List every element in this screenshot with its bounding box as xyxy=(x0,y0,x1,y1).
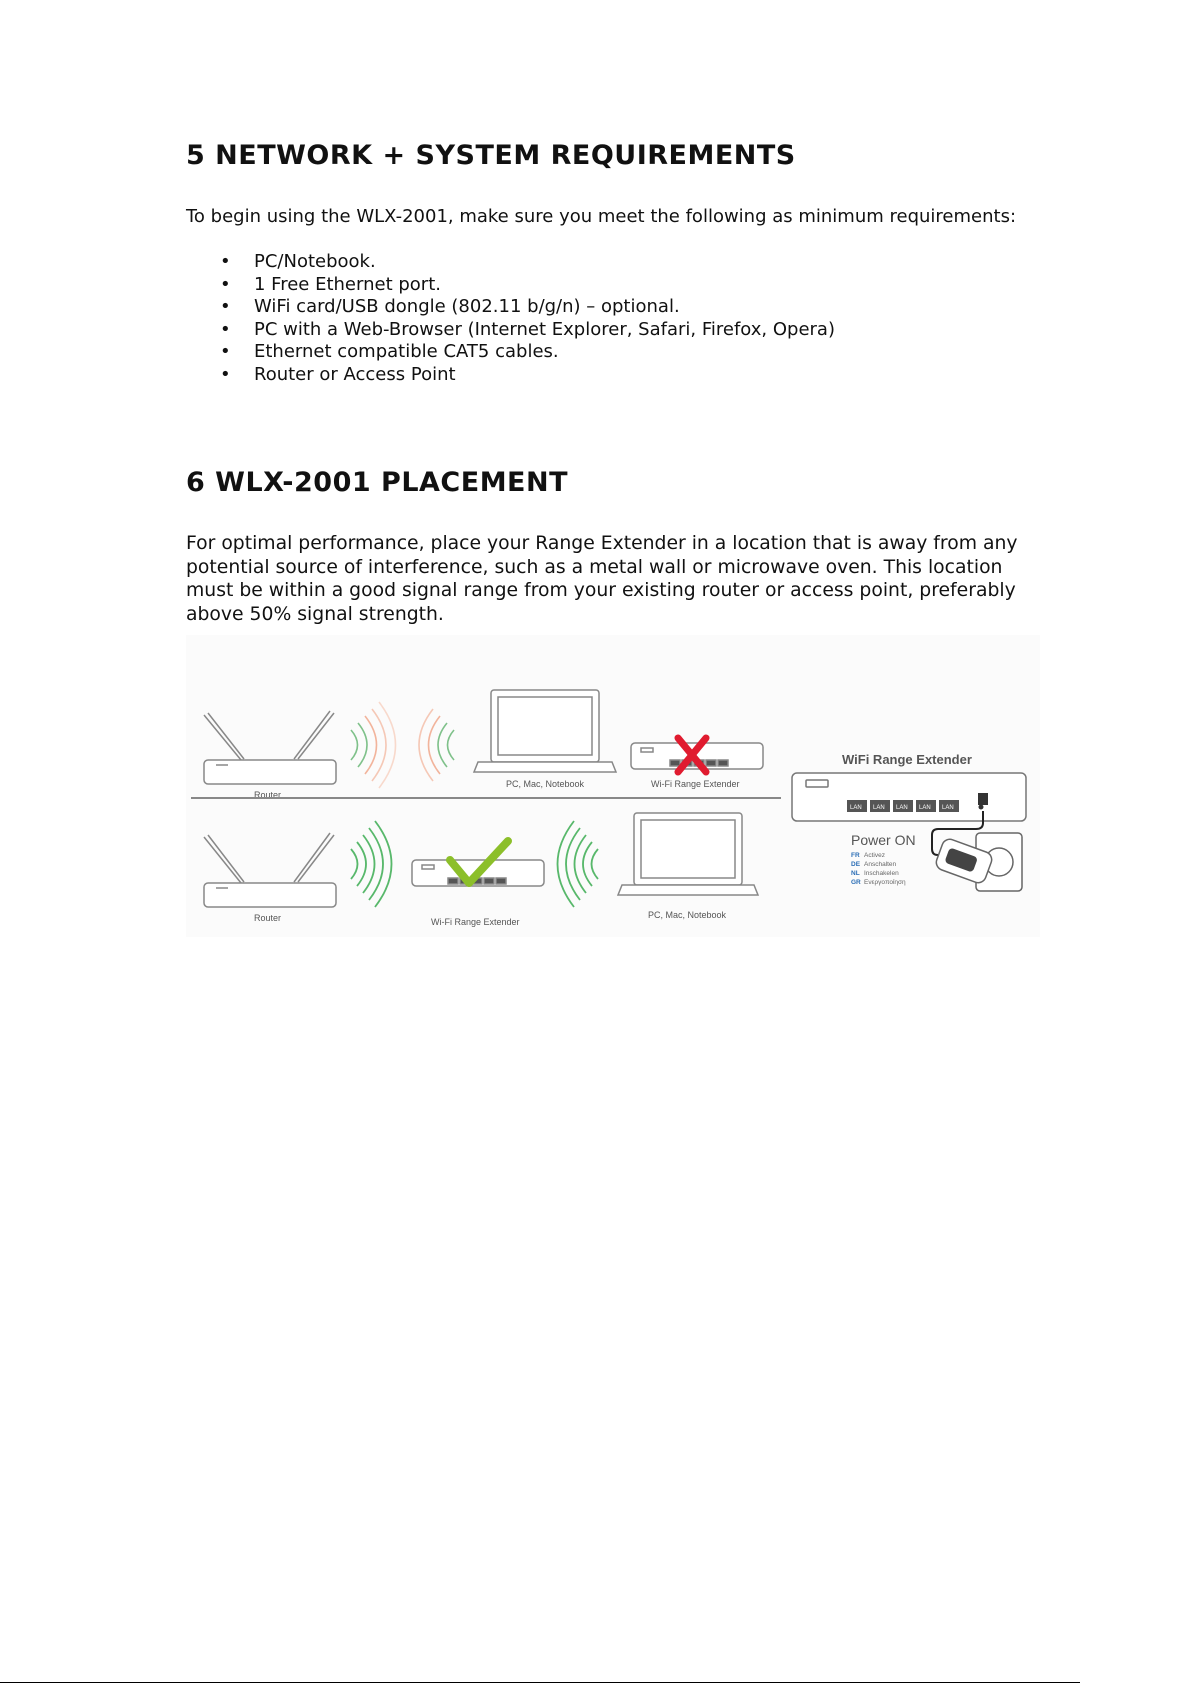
requirements-list xyxy=(186,251,835,387)
list-item xyxy=(186,319,835,342)
bullet: • xyxy=(220,296,231,318)
pc-label: PC, Mac, Notebook xyxy=(506,779,585,789)
lang-code: GR xyxy=(851,879,861,886)
list-item-text: 1 Free Ethernet port. xyxy=(254,273,441,295)
lan-port-label: LAN xyxy=(942,805,954,811)
lang-code: NL xyxy=(851,870,860,877)
bullet: • xyxy=(220,318,231,340)
list-item-text: PC with a Web-Browser (Internet Explorer, Safari, Firefox, Opera) xyxy=(254,318,835,340)
lang-text: Activez xyxy=(864,852,885,859)
list-item-text: Router or Access Point xyxy=(254,363,456,385)
extender-label-top: Wi-Fi Range Extender xyxy=(651,779,740,789)
laptop-icon xyxy=(618,813,758,895)
pc-label: PC, Mac, Notebook xyxy=(648,910,727,920)
section-6-heading: 6 WLX-2001 PLACEMENT xyxy=(186,467,569,498)
lang-code: DE xyxy=(851,861,861,868)
list-item-text: WiFi card/USB dongle (802.11 b/g/n) – optional. xyxy=(254,296,680,318)
list-item xyxy=(186,274,835,297)
list-item xyxy=(186,251,835,274)
placement-paragraph: For optimal performance, place your Range Extender in a location that is away from any potential source of interference, such as a metal wall or microwave oven. This location must be within a good signal range from your existing router or access point, preferably above 50% signal strength. xyxy=(186,533,1018,625)
list-item xyxy=(186,364,835,387)
footer-rule xyxy=(0,1682,1080,1683)
lang-text: Inschakelen xyxy=(864,870,899,877)
router-label: Router xyxy=(254,790,282,800)
list-item-text: PC/Notebook. xyxy=(254,251,376,272)
lang-text: Ενεργοποίηση xyxy=(864,879,906,886)
lan-port-label: LAN xyxy=(873,805,885,811)
placement-diagram xyxy=(186,635,1040,937)
section-5-heading: 5 NETWORK + SYSTEM REQUIREMENTS xyxy=(186,140,796,171)
bullet: • xyxy=(220,273,231,295)
router-label: Router xyxy=(254,913,282,923)
laptop-icon xyxy=(474,690,616,772)
extender-title: WiFi Range Extender xyxy=(842,752,972,767)
placement-diagram-svg xyxy=(186,635,1040,937)
lan-ports xyxy=(847,800,959,812)
bullet: • xyxy=(220,363,231,385)
list-item-text: Ethernet compatible CAT5 cables. xyxy=(254,341,559,363)
list-item xyxy=(186,296,835,319)
requirements-intro: To begin using the WLX-2001, make sure you meet the following as minimum requirements: xyxy=(186,206,1017,227)
lang-text: Anschalten xyxy=(864,861,897,868)
lan-port-label: LAN xyxy=(919,805,931,811)
extender-label-bottom: Wi-Fi Range Extender xyxy=(431,917,520,927)
list-item xyxy=(186,341,835,364)
lan-port-label: LAN xyxy=(896,805,908,811)
lang-code: FR xyxy=(851,852,860,859)
extender-large-icon xyxy=(792,773,1026,821)
power-title: Power ON xyxy=(851,832,916,848)
lan-port-label: LAN xyxy=(850,805,862,811)
bullet: • xyxy=(220,341,231,363)
bullet: • xyxy=(220,251,231,272)
